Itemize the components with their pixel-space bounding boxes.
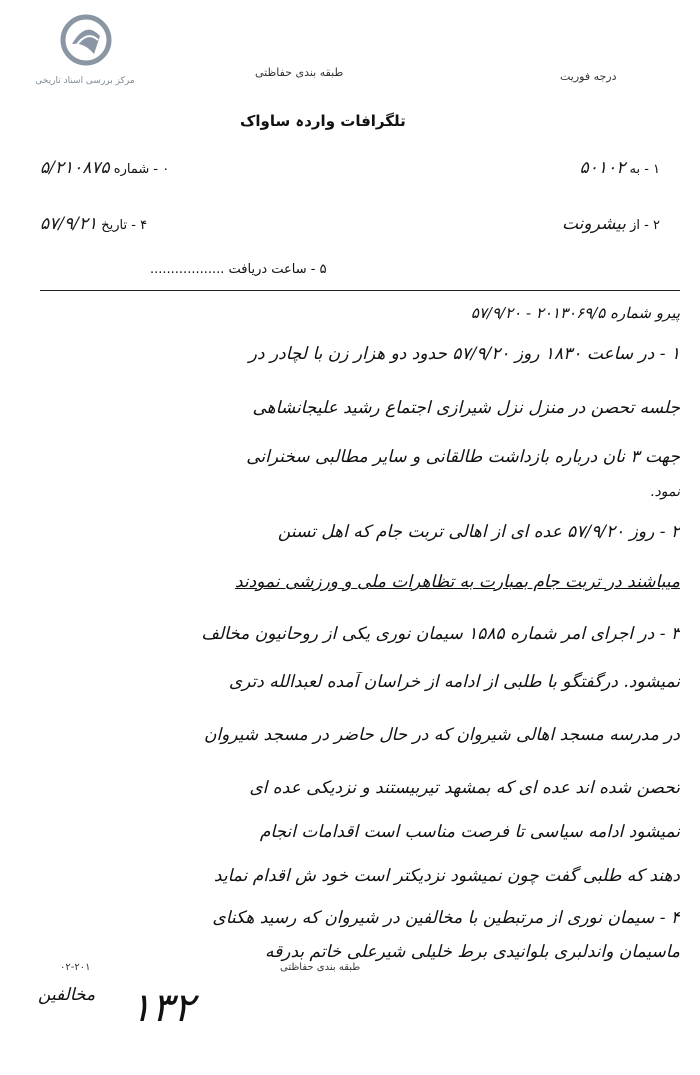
body-line: جلسه تحصن در منزل نزل شیرازی اجتماع رشید علیجانشاهی — [252, 398, 680, 418]
from-value: بیشرونت — [561, 214, 627, 234]
date-field — [40, 214, 147, 234]
number-field — [40, 158, 169, 178]
body-line: ۲ - روز ۵۷/۹/۲۰ عده ای از اهالی تربت جام که اهل تسنن — [277, 522, 680, 542]
body-line: نمیشود ادامه سیاسی تا فرصت مناسب است اقدامات انجام — [259, 822, 680, 842]
date-value: ۵۷/۹/۲۱ — [40, 214, 98, 234]
from-label: ۲ - از — [630, 218, 660, 233]
to-field — [580, 158, 660, 178]
body-line: ۴ - سیمان نوری از مرتبطین با مخالفین در شیروان که رسید هکنای — [212, 908, 680, 928]
number-label: ۰ - شماره — [113, 162, 170, 177]
body-line: نمیشود. درگفتگو با طلبی از ادامه از خراسان آمده لعبدالله دتری — [228, 672, 680, 692]
body-line: ۳ - در اجرای امر شماره ۱۵۸۵ سیمان نوری یکی از روحانیون مخالف — [201, 624, 680, 644]
to-label: ۱ - به — [629, 162, 660, 177]
closing-word: مخالفین — [38, 985, 96, 1005]
document-title: تلگرافات واردہ ساواک — [240, 112, 406, 130]
bottom-classification-stamp: طبقه بندی حفاظتی — [280, 962, 361, 973]
page-number: ۱۳۲ — [130, 985, 195, 1031]
body-line: ماسیمان واندلبری بلوانیدی برط خلیلی شیرعلی خاتم بدرقه — [265, 942, 680, 962]
classification-label: طبقه بندی حفاظتی — [255, 66, 344, 79]
time-label: ۵ - ساعت دریافت — [228, 262, 327, 277]
document-code: ۰۲-۲۰۱ — [60, 962, 91, 973]
body-line: میباشند در تربت جام بمبارت به تظاهرات ملی و ورزشی نمودند — [235, 572, 680, 592]
archive-emblem-icon — [60, 14, 112, 66]
date-label: ۴ - تاریخ — [101, 218, 148, 233]
body-line: تحصن شده اند عده ای که بمشهد تیربیستند و نزدیکی عده ای — [249, 778, 680, 798]
body-line: نمود. — [650, 484, 680, 500]
to-value: ۵۰۱۰۲ — [579, 158, 626, 178]
body-line: جهت ۳ نان درباره بازداشت طالقانی و سایر مطالبی سخنرانی — [246, 447, 680, 467]
urgency-label: درجه فوریت — [560, 70, 617, 83]
from-field — [562, 214, 660, 234]
archive-caption: مرکز بررسی اسناد تاریخی — [35, 76, 135, 86]
body-line: دهند که طلبی گفت چون نمیشود نزدیکتر است خود ش اقدام نماید — [213, 866, 680, 886]
archive-logo — [20, 14, 150, 84]
body-line: ۱ - در ساعت ۱۸۳۰ روز ۵۷/۹/۲۰ حدود دو هزار زن با لچادر در — [248, 344, 680, 364]
body-line: در مدرسه مسجد اهالی شیروان که در حال حاضر در مسجد شیروان — [203, 725, 680, 745]
header-divider — [40, 290, 680, 291]
number-value: ۵/۲۱۰۸۷۵ — [40, 158, 110, 178]
time-field: ۵ - ساعت دریافت .................. — [150, 262, 327, 277]
reference-line: پیرو شماره ۲۰۱۳۰۶۹/۵ - ۵۷/۹/۲۰ — [470, 304, 680, 322]
